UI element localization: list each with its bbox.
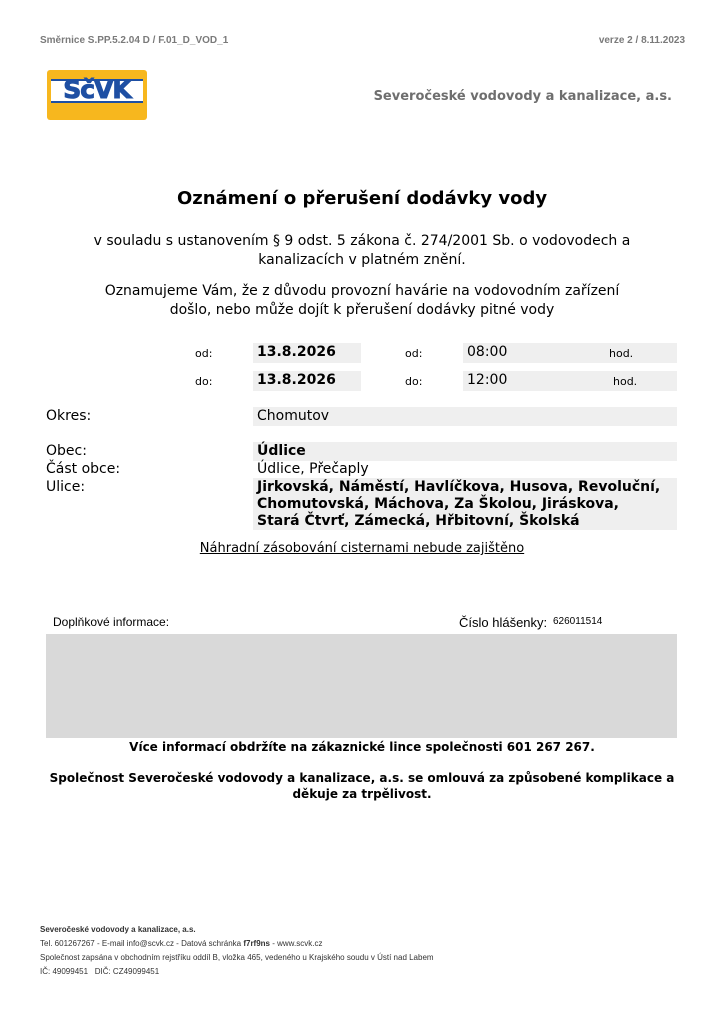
from-date-field [253, 343, 361, 363]
municipality-value: Údlice [257, 443, 306, 459]
company-logo [47, 70, 147, 120]
footer-contact-suffix: - www.scvk.cz [270, 939, 323, 948]
logo-text: SčVK [63, 75, 131, 104]
from-time-value: 08:00 [467, 344, 508, 360]
report-number-label: Číslo hlášenky: [459, 615, 548, 630]
from-time-field [463, 343, 677, 363]
to-time-value: 12:00 [467, 372, 508, 388]
district-label: Okres: [46, 408, 92, 424]
to-date-label: do: [195, 375, 213, 388]
document-version: verze 2 / 8.11.2023 [598, 35, 685, 46]
streets-line-1: Jirkovská, Náměstí, Havlíčkova, Husova, Revoluční, [257, 479, 661, 495]
streets-label: Ulice: [46, 479, 86, 495]
footer-contact [40, 939, 322, 948]
streets-line-3: Stará Čtvrť, Zámecká, Hřbitovní, Školská [257, 513, 580, 529]
info-line: Více informací obdržíte na zákaznické lince společnosti 601 267 267. [129, 740, 595, 754]
footer-company: Severočeské vodovody a kanalizace, a.s. [40, 925, 196, 934]
additional-info-label: Doplňkové informace: [53, 615, 170, 629]
municipality-field [253, 442, 677, 461]
apology-line-1: Společnost Severočeské vodovody a kanalizace, a.s. se omlouvá za způsobené komplikace a [49, 771, 675, 785]
company-name-header: Severočeské vodovody a kanalizace, a.s. [373, 89, 672, 104]
district-value: Chomutov [257, 408, 330, 424]
footer-databox: f7rf9ns [243, 939, 271, 948]
substitute-supply-note: Náhradní zásobování cisternami nebude zajištěno [199, 541, 525, 556]
footer-ids: IČ: 49099451 DIČ: CZ49099451 [40, 967, 160, 976]
notice-text-line-2: došlo, nebo může dojít k přerušení dodávky pitné vody [169, 302, 555, 318]
to-time-field [463, 371, 677, 391]
to-time-unit: hod. [613, 375, 638, 388]
substitute-supply-wrap [0, 541, 724, 556]
additional-info-box [46, 634, 677, 738]
from-date-label: od: [195, 347, 213, 360]
part-label: Část obce: [46, 461, 121, 477]
district-field [253, 407, 677, 426]
additional-info-text [46, 634, 677, 646]
from-time-unit: hod. [609, 347, 634, 360]
streets-line-2: Chomutovská, Máchova, Za Školou, Jiráskova, [257, 496, 619, 512]
legal-basis-line-2: kanalizacích v platném znění. [258, 252, 466, 268]
to-time-label: do: [405, 375, 423, 388]
footer-registry: Společnost zapsána v obchodním rejstříku oddíl B, vložka 465, vedeného u Krajského soudu v Ústí nad Labem [40, 953, 434, 962]
part-value: Údlice, Přečaply [257, 461, 369, 477]
legal-basis-line-1: v souladu s ustanovením § 9 odst. 5 zákona č. 274/2001 Sb. o vodovodech a [93, 233, 631, 249]
streets-field [253, 478, 677, 530]
to-date-field [253, 371, 361, 391]
from-time-label: od: [405, 347, 423, 360]
document-code: Směrnice S.PP.5.2.04 D / F.01_D_VOD_1 [40, 35, 229, 46]
notice-title: Oznámení o přerušení dodávky vody [176, 188, 548, 209]
report-number-value: 626011514 [553, 616, 603, 627]
municipality-label: Obec: [46, 443, 87, 459]
apology-line-2: děkuje za trpělivost. [292, 787, 432, 801]
footer-contact-prefix: Tel. 601267267 - E-mail info@scvk.cz - Datová schránka [40, 939, 244, 948]
notice-text-line-1: Oznamujeme Vám, že z důvodu provozní havárie na vodovodním zařízení [104, 283, 620, 299]
to-date-value: 13.8.2026 [257, 372, 336, 388]
from-date-value: 13.8.2026 [257, 344, 336, 360]
